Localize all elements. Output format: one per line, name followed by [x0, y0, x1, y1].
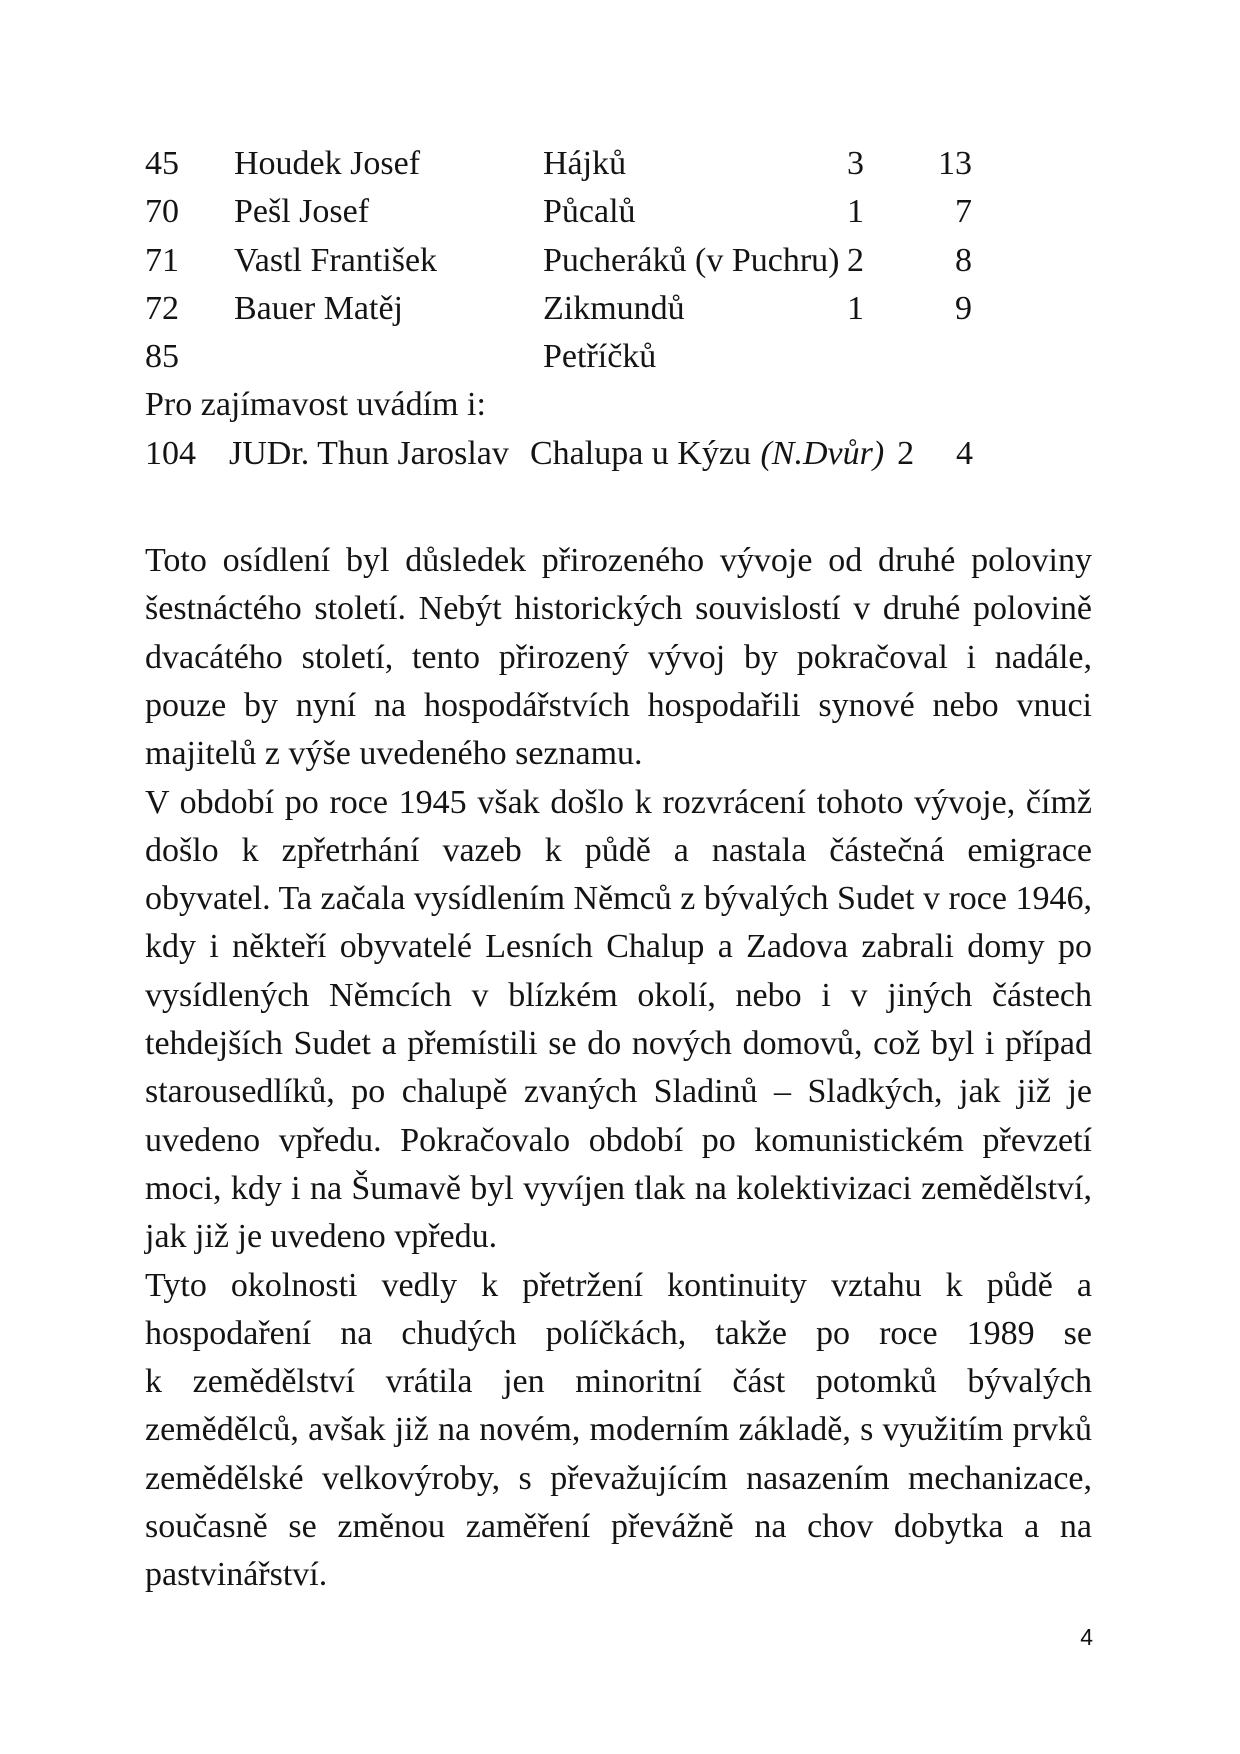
table-row	[145, 285, 972, 333]
body-paragraph: V období po roce 1945 však došlo k rozvrácení tohoto vývoje, čímž došlo k zpřetrhání vazeb k půdě a nastala částečná emigrace obyvatel. Ta začala vysídlením Němců z bývalých Sudet v roce 1946, kdy i někteří obyvatelé Lesních Chalup a Zadova zabrali domy po vysídlených Němcích v blízkém okolí, nebo i v jiných částech tehdejších Sudet a přemístili se do nových domovů, což byl i případ starousedlíků, po chalupě zvaných Sladinů – Sladkých, jak již je uvedeno vpředu. Pokračovalo období po komunistickém převzetí moci, kdy i na Šumavě byl vyvíjen tlak na kolektivizaci zemědělství, jak již je uvedeno vpředu.	[145, 783, 1092, 1256]
table-row	[145, 140, 972, 188]
house-name: Pucheráků (v Puchru)	[543, 241, 840, 279]
row-number: 104	[145, 434, 196, 472]
row-number: 70	[145, 193, 179, 231]
owner-name: JUDr. Thun Jaroslav	[229, 434, 509, 472]
table-row-special	[145, 430, 973, 478]
house-note-italic: (N.Dvůr)	[760, 434, 885, 472]
count-2: 9	[955, 289, 972, 327]
table-row	[145, 188, 972, 236]
body-paragraph: Tyto okolnosti vedly k přetržení kontinuity vztahu k půdě a hospodaření na chudých políčkách, takže po roce 1989 se k zemědělství vrátila jen minoritní část potomků bývalých zemědělců, avšak již na novém, moderním základě, s využitím prvků zemědělské velkovýroby, s převažujícím nasazením mechanizace, současně se změnou zaměření převážně na chov dobytka a na pastvinářství.	[145, 1266, 1092, 1594]
owner-name: Pešl Josef	[234, 193, 370, 231]
row-number: 45	[145, 145, 179, 182]
page-number: 4	[1080, 1624, 1093, 1650]
count-2: 8	[955, 241, 972, 279]
row-number: 85	[145, 338, 179, 376]
owner-name	[234, 333, 543, 381]
body-paragraph: Toto osídlení byl důsledek přirozeného vývoje od druhé poloviny šestnáctého století. Nebýt historických souvislostí v druhé polovině dvacátého století, tento přirozený vývoj by pokračoval i nadále, pouze by nyní na hospodářstvích hospodařili synové nebo vnuci majitelů z výše uvedeného seznamu.	[145, 542, 1092, 773]
interlude-line: Pro zajímavost uvádím i:	[145, 386, 486, 424]
house-name: Chalupa u Kýzu	[530, 434, 751, 472]
table-row	[145, 333, 972, 381]
count-1: 1	[847, 193, 864, 231]
count-2	[904, 333, 972, 381]
house-name: Petříčků	[543, 338, 657, 376]
count-2: 13	[938, 145, 972, 182]
house-name: Hájků	[543, 145, 627, 182]
house-name: Půcalů	[543, 193, 636, 231]
owner-name: Houdek Josef	[234, 145, 421, 182]
settlers-table	[145, 140, 972, 381]
row-number: 71	[145, 241, 179, 279]
owner-name: Bauer Matěj	[234, 289, 403, 327]
count-1: 2	[897, 434, 915, 472]
count-1	[847, 333, 904, 381]
house-name: Zikmundů	[543, 289, 685, 327]
owner-name: Vastl František	[234, 241, 438, 279]
count-1: 1	[847, 289, 864, 327]
count-1: 3	[847, 145, 864, 182]
table-row	[145, 237, 972, 285]
count-2: 4	[956, 434, 973, 472]
count-2: 7	[955, 193, 972, 231]
row-number: 72	[145, 289, 179, 327]
count-1: 2	[847, 241, 864, 279]
